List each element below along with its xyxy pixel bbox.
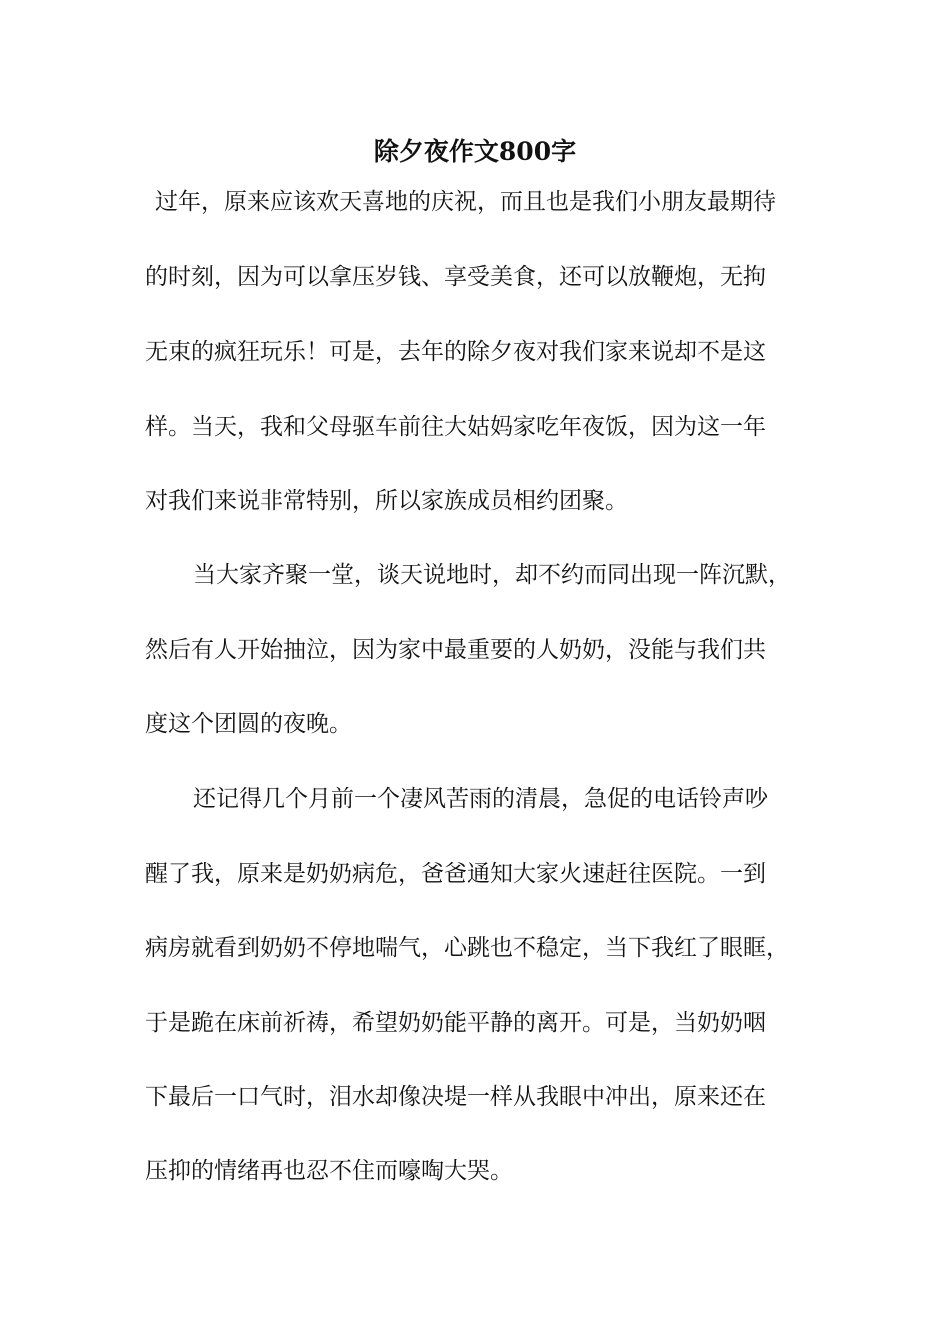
paragraph-1-line-5: 对我们来说非常特别，所以家族成员相约团聚。 xyxy=(145,488,628,514)
paragraph-1-line-3: 无束的疯狂玩乐！可是，去年的除夕夜对我们家来说却不是这 xyxy=(145,339,766,365)
paragraph-3-line-4: 于是跪在床前祈祷，希望奶奶能平静的离开。可是，当奶奶咽 xyxy=(145,1010,766,1036)
paragraph-3-line-5: 下最后一口气时，泪水却像决堤一样从我眼中冲出，原来还在 xyxy=(145,1084,766,1110)
paragraph-2-line-3: 度这个团圆的夜晚。 xyxy=(145,711,352,737)
document-title: 除夕夜作文800字 xyxy=(373,137,577,166)
paragraph-2-line-1: 当大家齐聚一堂，谈天说地时，却不约而同出现一阵沉默， xyxy=(193,562,791,588)
paragraph-2-line-2: 然后有人开始抽泣，因为家中最重要的人奶奶，没能与我们共 xyxy=(145,637,766,663)
paragraph-1-line-1: 过年，原来应该欢天喜地的庆祝，而且也是我们小朋友最期待 xyxy=(155,189,776,215)
paragraph-3-line-1: 还记得几个月前一个凄风苦雨的清晨，急促的电话铃声吵 xyxy=(193,786,768,812)
paragraph-3-line-2: 醒了我，原来是奶奶病危，爸爸通知大家火速赶往医院。一到 xyxy=(145,861,766,887)
paragraph-1-line-4: 样。当天，我和父母驱车前往大姑妈家吃年夜饭，因为这一年 xyxy=(145,414,766,440)
paragraph-3-line-3: 病房就看到奶奶不停地喘气，心跳也不稳定，当下我红了眼眶， xyxy=(145,935,789,961)
paragraph-1-line-2: 的时刻，因为可以拿压岁钱、享受美食，还可以放鞭炮，无拘 xyxy=(145,264,766,290)
paragraph-3-line-6: 压抑的情绪再也忍不住而嚎啕大哭。 xyxy=(145,1158,513,1184)
